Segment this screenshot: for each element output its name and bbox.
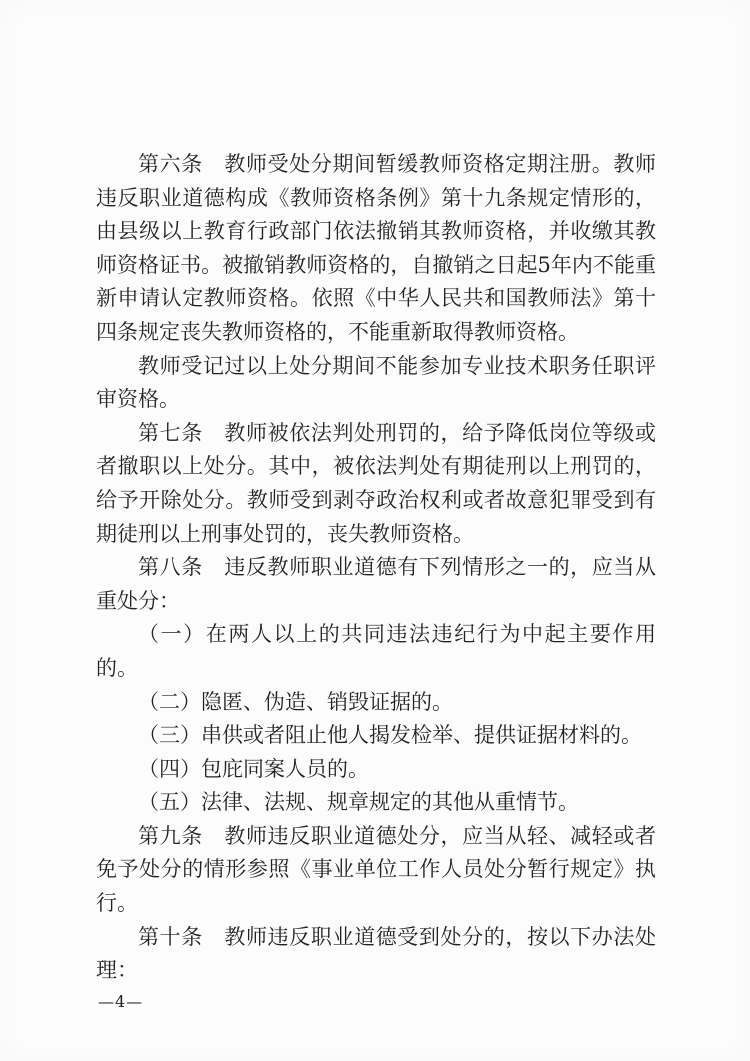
article-6-note: 教师受记过以上处分期间不能参加专业技术职务任职评审资格。 [96, 353, 656, 412]
article-8: 第八条 违反教师职业道德有下列情形之一的，应当从重处分： [96, 555, 656, 613]
article-8-item-1: （一）在两人以上的共同违法违纪行为中起主要作用的。 [96, 622, 656, 680]
article-8-item-4: （四）包庇同案人员的。 [138, 756, 369, 781]
article-9: 第九条 教师违反职业道德处分，应当从轻、减轻或者免予处分的情形参照《事业单位工作人员处分暂行规定》执行。 [96, 823, 656, 916]
article-8-item-3: （三）串供或者阻止他人揭发检举、提供证据材料的。 [138, 723, 642, 748]
article-8-item-5: （五）法律、法规、规章规定的其他从重情节。 [138, 790, 579, 815]
article-7: 第七条 教师被依法判处刑罚的，给予降低岗位等级或者撤职以上处分。其中，被依法判处有期徒刑以上刑罚的，给予开除处分。教师受到剥夺政治权利或者故意犯罪受到有期徒刑以上刑事处罚的，丧失教师资格。 [96, 420, 656, 546]
article-6: 第六条 教师受处分期间暂缓教师资格定期注册。教师违反职业道德构成《教师资格条例》第十九条规定情形的，由县级以上教育行政部门依法撤销其教师资格，并收缴其教师资格证书。被撤销教师资格的，自撤销之日起5年内不能重新申请认定教师资格。依照《中华人民共和国教师法》第十四条规定丧失教师资格的，不能重新取得教师资格。 [96, 152, 656, 344]
article-8-item-2: （二）隐匿、伪造、销毁证据的。 [138, 689, 453, 714]
article-10: 第十条 教师违反职业道德受到处分的，按以下办法处理： [96, 924, 656, 983]
document-body [96, 148, 656, 988]
page-number: —4— [98, 992, 144, 1011]
